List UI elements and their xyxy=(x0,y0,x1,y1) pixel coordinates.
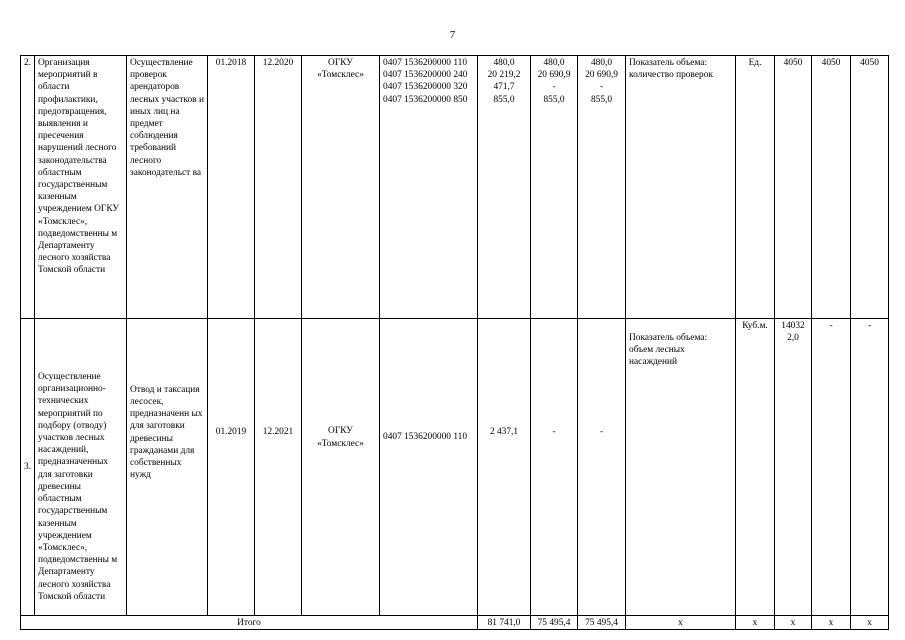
row-number: 3. xyxy=(21,319,35,616)
value-year-3: - xyxy=(851,319,889,616)
total-amount-year-2: 75 495,4 xyxy=(531,616,578,630)
end-date: 12.2020 xyxy=(255,56,302,319)
unit: Куб.м. xyxy=(736,319,775,616)
amount-year-3: - xyxy=(578,319,626,616)
amount-year-2: - xyxy=(531,319,578,616)
unit: Ед. xyxy=(736,56,775,319)
measure-name: Организация мероприятий в области профилактики, предотвращения, выявления и пресечения нарушений лесного законодательства областным государственным казенным учреждением ОГКУ «Томсклес», подведомственны м Департаменту лесного хозяйства Томской области xyxy=(35,56,127,319)
activity-description: Осуществление проверок арендаторов лесных участков и иных лиц на предмет соблюдения требований лесного законодательст ва xyxy=(127,56,208,319)
total-unit: х xyxy=(736,616,775,630)
executor: ОГКУ «Томсклес» xyxy=(302,56,380,319)
total-value-year-3: х xyxy=(851,616,889,630)
indicator: Показатель объема: количество проверок xyxy=(626,56,736,319)
indicator: Показатель объема: объем лесных насаждений xyxy=(626,319,736,616)
amount-year-1: 2 437,1 xyxy=(478,319,531,616)
end-date: 12.2021 xyxy=(255,319,302,616)
value-year-1: 14032 2,0 xyxy=(775,319,812,616)
total-value-year-2: х xyxy=(812,616,851,630)
activity-description: Отвод и таксация лесосек, предназначенн ых для заготовки древесины гражданами для собственных нужд xyxy=(127,319,208,616)
amount-year-3: 480,0 20 690,9 - 855,0 xyxy=(578,56,626,319)
start-date: 01.2019 xyxy=(208,319,255,616)
amount-year-1: 480,0 20 219,2 471,7 855,0 xyxy=(478,56,531,319)
value-year-3: 4050 xyxy=(851,56,889,319)
table-row xyxy=(21,56,889,319)
total-indicator: х xyxy=(626,616,736,630)
row-number: 2. xyxy=(21,56,35,319)
budget-codes: 0407 1536200000 110 xyxy=(380,319,478,616)
value-year-1: 4050 xyxy=(775,56,812,319)
start-date: 01.2018 xyxy=(208,56,255,319)
total-value-year-1: х xyxy=(775,616,812,630)
total-amount-year-3: 75 495,4 xyxy=(578,616,626,630)
budget-codes: 0407 1536200000 110 0407 1536200000 240 0407 1536200000 320 0407 1536200000 850 xyxy=(380,56,478,319)
executor: ОГКУ «Томсклес» xyxy=(302,319,380,616)
value-year-2: 4050 xyxy=(812,56,851,319)
value-year-2: - xyxy=(812,319,851,616)
program-table xyxy=(20,55,889,630)
total-label: Итого xyxy=(21,616,478,630)
total-amount-year-1: 81 741,0 xyxy=(478,616,531,630)
amount-year-2: 480,0 20 690,9 - 855,0 xyxy=(531,56,578,319)
page-number: 7 xyxy=(449,29,456,41)
total-row xyxy=(21,616,889,630)
measure-name: Осуществление организационно-технических мероприятий по подбору (отводу) участков лесных насаждений, предназначенных для заготовки древесины областным государственным казенным учреждением «Томсклес», подведомственны м Департаменту лесного хозяйства Томской области xyxy=(35,319,127,616)
table-row xyxy=(21,319,889,616)
